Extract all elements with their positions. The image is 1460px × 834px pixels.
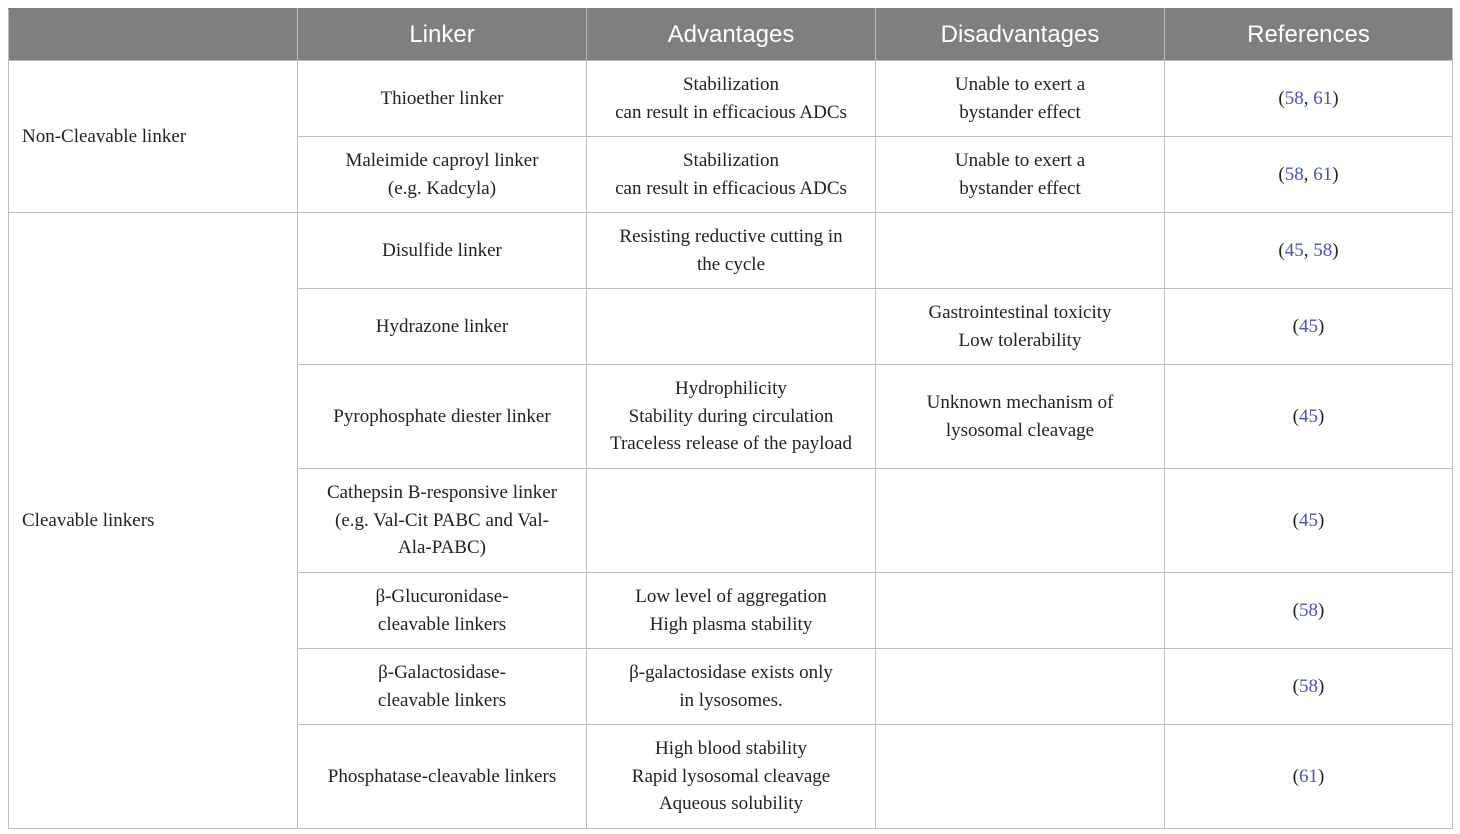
linker-line: cleavable linkers — [377, 613, 507, 635]
references-cell: (45) — [1165, 365, 1453, 469]
group-label-cleavable: Cleavable linkers — [9, 213, 298, 829]
advantage-line: in lysosomes. — [679, 689, 783, 711]
reference-link[interactable]: 45 — [1299, 405, 1318, 427]
disadvantages-cell — [876, 573, 1165, 649]
disadvantages-cell — [876, 289, 1165, 365]
reference-link[interactable]: 61 — [1313, 163, 1333, 185]
advantages-cell — [587, 137, 876, 213]
advantage-line: Low level of aggregation — [635, 586, 827, 607]
reference-link[interactable]: 45 — [1299, 315, 1318, 337]
disadvantages-cell — [876, 469, 1165, 573]
disadvantage-line: Unable to exert a — [954, 150, 1086, 171]
linker-cell — [298, 573, 587, 649]
header-disadvantages: Disadvantages — [876, 9, 1165, 61]
references-cell: (58) — [1165, 573, 1453, 649]
advantage-line: Hydrophilicity — [675, 378, 787, 400]
references-cell: (58, 61) — [1165, 61, 1453, 137]
header-references: References — [1165, 9, 1453, 61]
advantages-cell — [587, 213, 876, 289]
disadvantage-line: Low tolerability — [958, 329, 1082, 351]
disadvantage-line: Gastrointestinal toxicity — [928, 302, 1112, 323]
disadvantages-cell — [876, 61, 1165, 137]
linker-line: Maleimide caproyl linker — [345, 150, 539, 171]
advantage-line: can result in efficacious ADCs — [615, 101, 847, 123]
references-cell: (61) — [1165, 725, 1453, 829]
advantage-line: Stability during circulation — [628, 405, 834, 427]
advantages-cell — [587, 61, 876, 137]
disadvantage-line: lysosomal cleavage — [945, 419, 1095, 441]
table-container — [8, 8, 1452, 829]
advantage-line: High blood stability — [655, 738, 807, 760]
linker-line: Thioether linker — [380, 87, 504, 109]
reference-link[interactable]: 58 — [1299, 675, 1318, 697]
disadvantages-cell — [876, 137, 1165, 213]
linker-cell — [298, 137, 587, 213]
linker-cell — [298, 289, 587, 365]
linker-comparison-table — [8, 8, 1453, 829]
reference-link[interactable]: 58 — [1284, 87, 1304, 109]
advantages-cell — [587, 365, 876, 469]
advantage-line: Aqueous solubility — [658, 793, 804, 815]
table-row — [9, 61, 1453, 137]
advantages-cell — [587, 289, 876, 365]
linker-line: Cathepsin B-responsive linker — [326, 482, 558, 504]
advantage-line: the cycle — [696, 253, 766, 275]
advantages-cell — [587, 469, 876, 573]
header-row — [9, 9, 1453, 61]
disadvantages-cell — [876, 649, 1165, 725]
advantage-line: Traceless release of the payload — [610, 433, 852, 455]
linker-line: Pyrophosphate diester linker — [333, 405, 551, 427]
references-cell: (45) — [1165, 469, 1453, 573]
linker-cell — [298, 213, 587, 289]
advantage-line: Stabilization — [682, 74, 780, 95]
linker-line: Disulfide linker — [382, 239, 502, 261]
linker-cell — [298, 725, 587, 829]
advantage-line: β-galactosidase exists only — [629, 662, 833, 683]
linker-line: β-Galactosidase- — [378, 662, 506, 683]
disadvantages-cell — [876, 725, 1165, 829]
advantage-line: Rapid lysosomal cleavage — [631, 765, 831, 787]
reference-link[interactable]: 45 — [1284, 239, 1304, 261]
header-category — [9, 9, 298, 61]
advantage-line: can result in efficacious ADCs — [615, 177, 847, 199]
advantages-cell — [587, 573, 876, 649]
linker-line: β-Glucuronidase- — [375, 586, 509, 607]
linker-line: Phosphatase-cleavable linkers — [327, 765, 557, 787]
linker-line: (e.g. Kadcyla) — [387, 177, 497, 199]
advantage-line: Stabilization — [682, 150, 780, 171]
advantages-cell — [587, 725, 876, 829]
group-label-non-cleavable: Non-Cleavable linker — [9, 61, 298, 213]
disadvantage-line: Unable to exert a — [954, 74, 1086, 95]
disadvantages-cell — [876, 365, 1165, 469]
table-row — [9, 213, 1453, 289]
disadvantage-line: bystander effect — [959, 101, 1081, 123]
references-cell: (58) — [1165, 649, 1453, 725]
linker-line: cleavable linkers — [377, 689, 507, 711]
linker-line: Hydrazone linker — [375, 315, 509, 337]
header-linker: Linker — [298, 9, 587, 61]
linker-cell — [298, 61, 587, 137]
references-cell: (58, 61) — [1165, 137, 1453, 213]
references-cell: (45, 58) — [1165, 213, 1453, 289]
advantage-line: Resisting reductive cutting in — [619, 226, 843, 247]
disadvantages-cell — [876, 213, 1165, 289]
reference-link[interactable]: 45 — [1299, 509, 1318, 531]
linker-cell — [298, 365, 587, 469]
disadvantage-line: bystander effect — [959, 177, 1081, 199]
disadvantage-line: Unknown mechanism of — [926, 392, 1114, 413]
reference-link[interactable]: 61 — [1299, 765, 1318, 787]
reference-link[interactable]: 61 — [1313, 87, 1333, 109]
header-advantages: Advantages — [587, 9, 876, 61]
reference-link[interactable]: 58 — [1313, 239, 1333, 261]
reference-link[interactable]: 58 — [1284, 163, 1304, 185]
linker-cell — [298, 469, 587, 573]
linker-line: Ala-PABC) — [398, 537, 486, 559]
advantage-line: High plasma stability — [649, 613, 813, 635]
reference-link[interactable]: 58 — [1299, 599, 1318, 621]
linker-line: (e.g. Val-Cit PABC and Val- — [335, 509, 549, 531]
references-cell: (45) — [1165, 289, 1453, 365]
advantages-cell — [587, 649, 876, 725]
linker-cell — [298, 649, 587, 725]
